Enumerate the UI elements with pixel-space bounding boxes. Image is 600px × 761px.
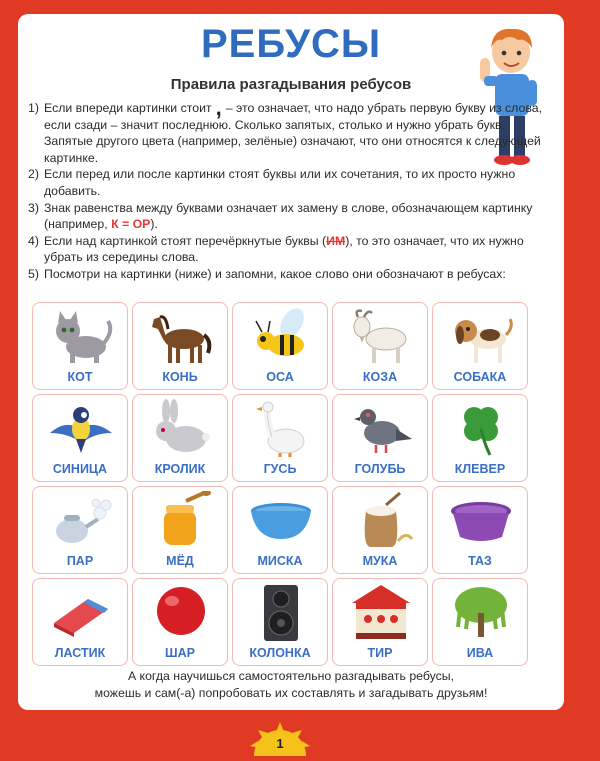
picture-card [132, 578, 228, 666]
page-number-badge [248, 716, 312, 756]
page-number: 1 [276, 736, 284, 751]
picture-card [232, 486, 328, 574]
picture-card [32, 302, 128, 390]
page-subtitle: Правила разгадывания ребусов [170, 76, 412, 93]
struck-letters-example: ИМ [326, 233, 346, 248]
card-label: КОНЬ [162, 370, 198, 384]
rules-list [28, 95, 548, 283]
rule-4: 4) Если над картинкой стоят перечёркнутые буквы (ИМ), то это означает, что их нужно убрать из середины слова. [28, 233, 524, 265]
rule-2: 2) Если перед или после картинки стоят буквы или их сочетания, то их просто нужно добавить. [28, 167, 516, 198]
picture-card [432, 394, 528, 482]
picture-card [232, 394, 328, 482]
flour-sack-icon [346, 491, 416, 551]
cat-icon [46, 307, 116, 367]
honey-jar-icon [146, 491, 216, 551]
rule-3: 3) Знак равенства между буквами означает их замену в слове, обозначающем картинку (например, К = ОР). [28, 200, 533, 232]
speaker-icon [246, 583, 316, 643]
picture-card [232, 302, 328, 390]
card-label: КОТ [67, 370, 93, 384]
picture-card [132, 486, 228, 574]
card-label: ПАР [66, 554, 94, 568]
card-label: СИНИЦА [52, 462, 108, 476]
card-label: ЛАСТИК [54, 646, 106, 660]
steam-kettle-icon [46, 491, 116, 551]
card-label: ШАР [165, 646, 195, 660]
picture-card [432, 486, 528, 574]
picture-card [132, 302, 228, 390]
picture-card [332, 578, 428, 666]
wasp-icon [246, 307, 316, 367]
dog-icon [446, 307, 516, 367]
card-label: КОЗА [362, 370, 398, 384]
page-title: РЕБУСЫ [200, 22, 382, 66]
picture-card [332, 394, 428, 482]
picture-card [32, 578, 128, 666]
card-label: КЛЕВЕР [454, 462, 506, 476]
picture-card [432, 302, 528, 390]
pigeon-icon [346, 399, 416, 459]
card-label: ГОЛУБЬ [354, 462, 406, 476]
clover-icon [446, 399, 516, 459]
basin-icon [446, 491, 516, 551]
horse-icon [146, 307, 216, 367]
card-label: КРОЛИК [154, 462, 206, 476]
tit-bird-icon [46, 399, 116, 459]
bowl-icon [246, 491, 316, 551]
card-label: ТИР [367, 646, 393, 660]
picture-card [332, 302, 428, 390]
rule-5: 5) Посмотри на картинки (ниже) и запомни, какое слово они обозначают в ребусах: [28, 266, 506, 281]
picture-card [32, 394, 128, 482]
comma-symbol: , [215, 95, 222, 120]
card-label: МЁД [166, 554, 194, 568]
rule-1: 1) Если впереди картинки стоит , – это означает, что надо убрать первую букву из слова, если сзади – значит последнюю. Сколько запятых, столько и нужно убрать букв. Запятые другого цвета (например, зелёные) означают, что они относятся к следующей картинке. [28, 95, 542, 165]
card-label: МУКА [362, 554, 398, 568]
card-label: ОСА [266, 370, 294, 384]
picture-grid [32, 302, 552, 666]
picture-card [32, 486, 128, 574]
card-label: ТАЗ [468, 554, 492, 568]
card-label: ГУСЬ [263, 462, 297, 476]
card-label: ИВА [466, 646, 494, 660]
shooting-gallery-icon [346, 583, 416, 643]
rabbit-icon [146, 399, 216, 459]
picture-card [232, 578, 328, 666]
card-label: МИСКА [257, 554, 303, 568]
card-label: СОБАКА [453, 370, 507, 384]
page-sheet [18, 14, 564, 710]
picture-card [432, 578, 528, 666]
picture-card [132, 394, 228, 482]
goat-icon [346, 307, 416, 367]
picture-card [332, 486, 428, 574]
willow-icon [446, 583, 516, 643]
replace-example: К = ОР [111, 217, 151, 232]
goose-icon [246, 399, 316, 459]
footer-text: А когда научишься самостоятельно разгадывать ребусы, можешь и сам(-а) попробовать их составлять и загадывать друзьям! [94, 669, 488, 700]
card-label: КОЛОНКА [249, 646, 311, 660]
ball-icon [146, 583, 216, 643]
eraser-icon [46, 583, 116, 643]
